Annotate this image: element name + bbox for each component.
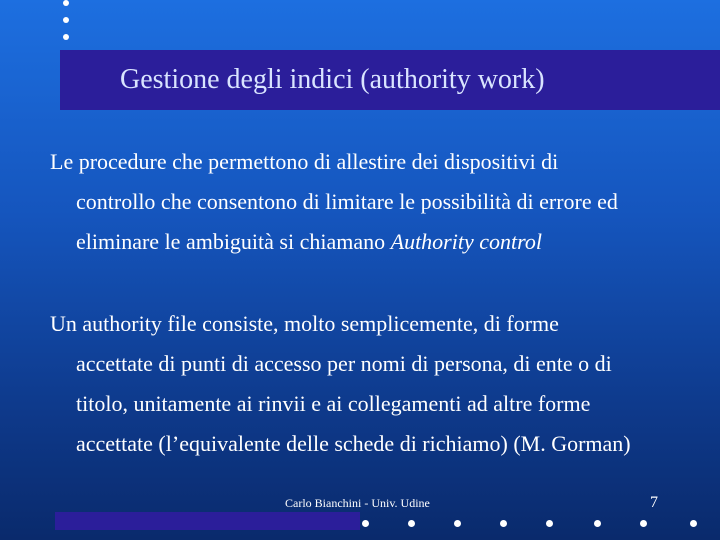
paragraph-line-text: eliminare le ambiguità si chiamano xyxy=(76,229,391,254)
paragraph-line: Un authority file consiste, molto semplicemente, di forme xyxy=(50,311,559,336)
page-number: 7 xyxy=(650,494,658,511)
decor-dot xyxy=(63,0,69,6)
decor-dot xyxy=(546,520,553,527)
slide-title: Gestione degli indici (authority work) xyxy=(120,64,545,95)
decor-dot xyxy=(63,17,69,23)
decor-dot xyxy=(408,520,415,527)
paragraph-authority-file xyxy=(50,304,710,464)
footer-bar xyxy=(55,512,360,530)
paragraph-line: accettate di punti di accesso per nomi di persona, di ente o di xyxy=(76,351,612,376)
decor-dot xyxy=(63,34,69,40)
footer-credit: Carlo Bianchini - Univ. Udine xyxy=(285,496,430,510)
paragraph-line: Le procedure che permettono di allestire dei dispositivi di xyxy=(50,149,559,174)
decor-dot xyxy=(640,520,647,527)
decor-dot xyxy=(362,520,369,527)
paragraph-authority-control xyxy=(50,142,710,262)
decor-dot xyxy=(690,520,697,527)
authority-control-term: Authority control xyxy=(390,229,542,254)
paragraph-line: controllo che consentono di limitare le possibilità di errore ed xyxy=(76,189,618,214)
decor-dot xyxy=(594,520,601,527)
paragraph-line xyxy=(50,222,710,262)
decor-dot xyxy=(454,520,461,527)
paragraph-line: accettate (l’equivalente delle schede di richiamo) (M. Gorman) xyxy=(76,431,631,456)
decor-dot xyxy=(500,520,507,527)
paragraph-line: titolo, unitamente ai rinvii e ai collegamenti ad altre forme xyxy=(76,391,591,416)
